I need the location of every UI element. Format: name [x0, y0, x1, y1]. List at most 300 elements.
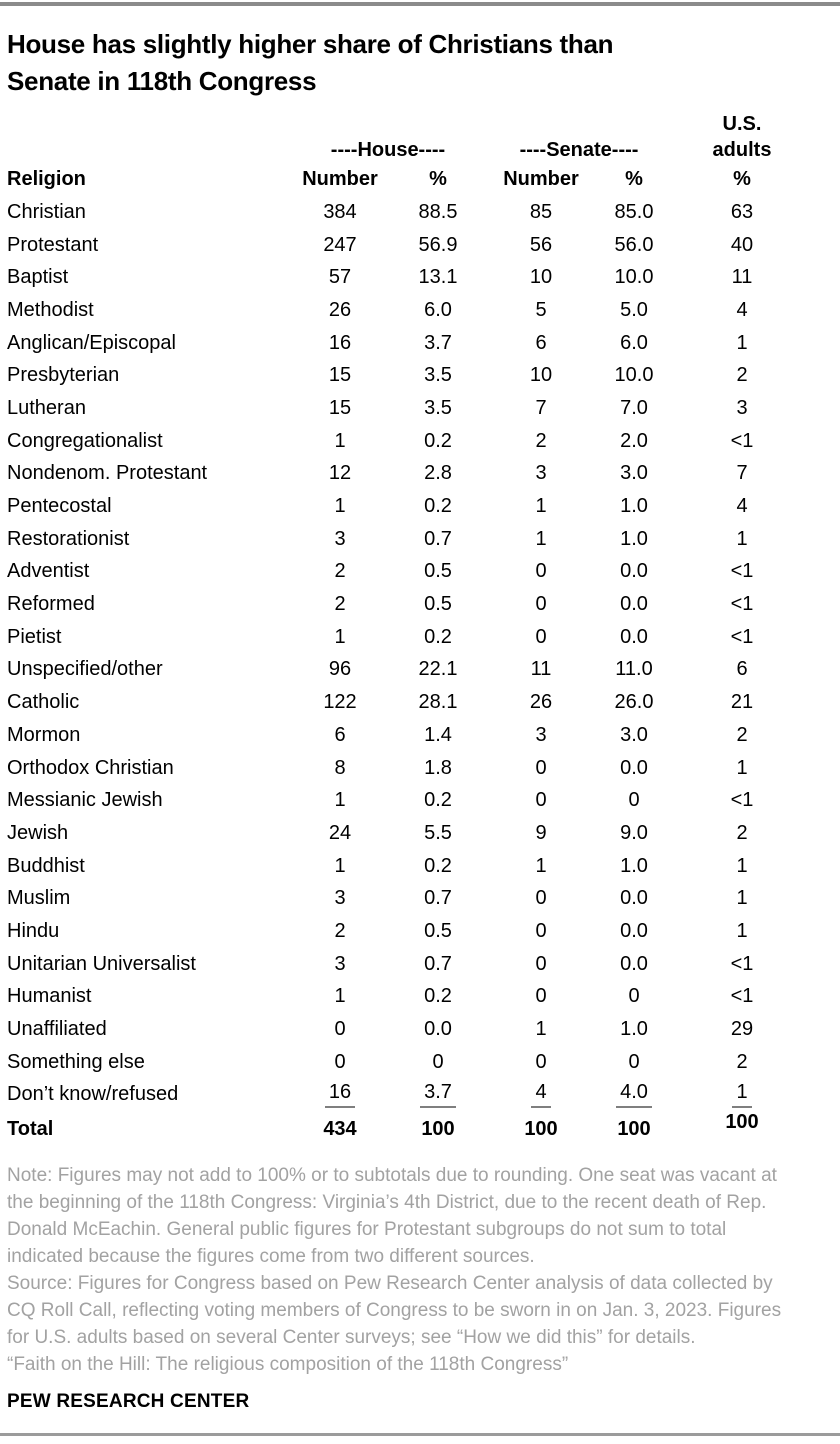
value-text: 100 [725, 1110, 759, 1133]
value-cell [486, 523, 596, 556]
value-text: 3 [334, 887, 346, 910]
value-cell [390, 261, 486, 294]
value-cell [672, 327, 812, 360]
value-text: 1 [535, 1018, 547, 1041]
table-row [7, 850, 812, 883]
bottom-rule [0, 1433, 840, 1436]
value-text: 0 [432, 1050, 444, 1073]
table-row [7, 1013, 812, 1046]
value-cell [390, 588, 486, 621]
value-cell [596, 686, 672, 719]
value-text: 1 [334, 789, 346, 812]
value-text: 0.0 [620, 952, 648, 975]
value-text: 2 [334, 593, 346, 616]
value-text: 57 [328, 266, 352, 289]
value-cell [672, 261, 812, 294]
value-text: 5.0 [620, 298, 648, 321]
value-cell [596, 654, 672, 687]
value-text: 7 [736, 462, 748, 485]
value-text: 15 [328, 396, 352, 419]
value-cell [672, 458, 812, 491]
table-row [7, 686, 812, 719]
religion-label: Don’t know/refused [7, 1083, 179, 1106]
value-text: 0 [535, 756, 547, 779]
religion-label: Methodist [7, 298, 94, 321]
table-row [7, 915, 812, 948]
table-row [7, 294, 812, 327]
value-cell [672, 1046, 812, 1079]
value-text: <1 [730, 789, 754, 812]
value-text: 1.0 [620, 854, 648, 877]
value-cell [486, 261, 596, 294]
value-text: 0.2 [424, 625, 452, 648]
value-text: 0 [628, 789, 640, 812]
value-text: 0 [535, 560, 547, 583]
value-cell [486, 784, 596, 817]
value-cell [672, 1013, 812, 1046]
value-cell [672, 850, 812, 883]
value-text: 1.8 [424, 756, 452, 779]
value-text: 0.0 [424, 1018, 452, 1041]
value-cell [672, 686, 812, 719]
value-text: <1 [730, 593, 754, 616]
value-cell [596, 490, 672, 523]
value-cell [486, 915, 596, 948]
value-cell [390, 1046, 486, 1079]
value-cell [486, 229, 596, 262]
value-text: 0.5 [424, 593, 452, 616]
value-text: 122 [323, 691, 357, 714]
value-cell [290, 458, 390, 491]
value-cell [390, 1079, 486, 1112]
value-text: 3 [736, 396, 748, 419]
table-row [7, 882, 812, 915]
value-cell [672, 359, 812, 392]
value-text: 1 [535, 495, 547, 518]
value-text: 8 [334, 756, 346, 779]
table-row [7, 327, 812, 360]
religion-column-header: Religion [7, 168, 86, 190]
value-cell [596, 1111, 672, 1147]
value-cell [672, 948, 812, 981]
value-cell [486, 850, 596, 883]
value-cell [486, 1046, 596, 1079]
value-text: 28.1 [418, 691, 458, 714]
value-text: 0.0 [620, 756, 648, 779]
value-cell [486, 196, 596, 229]
value-cell [290, 523, 390, 556]
group-header-row-1 [7, 110, 812, 136]
value-text: 1 [736, 919, 748, 942]
value-text: 56 [529, 233, 553, 256]
value-text: 0 [535, 919, 547, 942]
value-text: 0.5 [424, 560, 452, 583]
table-row [7, 719, 812, 752]
value-cell [596, 752, 672, 785]
value-text: 434 [323, 1117, 357, 1140]
value-cell [390, 392, 486, 425]
value-cell [596, 523, 672, 556]
table-body [7, 196, 812, 1147]
value-text: 2.8 [424, 462, 452, 485]
top-rule [0, 2, 840, 6]
value-cell [596, 359, 672, 392]
value-text: 21 [730, 691, 754, 714]
table-row [7, 752, 812, 785]
group-header-row-2 [7, 136, 812, 162]
table-row [7, 1046, 812, 1079]
value-text: 5.5 [424, 821, 452, 844]
value-cell [596, 817, 672, 850]
table-row [7, 490, 812, 523]
value-text: 1.0 [620, 495, 648, 518]
value-text: <1 [730, 625, 754, 648]
value-text: 0.7 [424, 952, 452, 975]
value-cell [486, 425, 596, 458]
table-row [7, 523, 812, 556]
us-adults-header-line1: U.S. [722, 113, 762, 135]
table-row [7, 196, 812, 229]
religion-label: Lutheran [7, 396, 86, 419]
value-cell [290, 1111, 390, 1147]
value-text: 0.5 [424, 919, 452, 942]
value-text: 2 [736, 821, 748, 844]
value-text: 0 [535, 1050, 547, 1073]
value-cell [390, 850, 486, 883]
value-text: 6 [334, 723, 346, 746]
value-text: 2 [535, 429, 547, 452]
value-cell [672, 817, 812, 850]
note-line: for U.S. adults based on several Center surveys; see “How we did this” for details. [7, 1327, 696, 1349]
value-text: 3 [334, 952, 346, 975]
value-text: 1 [334, 985, 346, 1008]
value-cell [596, 556, 672, 589]
value-cell [672, 229, 812, 262]
value-cell [486, 1013, 596, 1046]
value-text: 6 [736, 658, 748, 681]
religion-label: Restorationist [7, 527, 130, 550]
table-row [7, 392, 812, 425]
house-percent-header: % [429, 168, 447, 190]
value-cell [390, 784, 486, 817]
value-text: 0 [334, 1018, 346, 1041]
value-cell [672, 294, 812, 327]
table-row [7, 556, 812, 589]
value-cell [290, 621, 390, 654]
value-cell [596, 784, 672, 817]
value-cell [390, 458, 486, 491]
table-row [7, 261, 812, 294]
value-cell [486, 1111, 596, 1147]
value-text: 0.0 [620, 887, 648, 910]
value-text: 4 [736, 298, 748, 321]
value-cell [486, 294, 596, 327]
value-text: 10 [529, 364, 553, 387]
value-cell [486, 327, 596, 360]
value-cell [486, 882, 596, 915]
value-text: 1 [736, 854, 748, 877]
table-header [7, 110, 812, 196]
value-cell [390, 1013, 486, 1046]
value-cell [486, 556, 596, 589]
value-text: 0.0 [620, 593, 648, 616]
value-cell [486, 588, 596, 621]
note-line: Note: Figures may not add to 100% or to subtotals due to rounding. One seat was vacant at [7, 1165, 777, 1187]
value-cell [672, 719, 812, 752]
value-cell [290, 686, 390, 719]
note-line: indicated because the figures come from two different sources. [7, 1246, 535, 1268]
notes [7, 1162, 833, 1378]
value-text: 3 [535, 723, 547, 746]
value-text: 3 [334, 527, 346, 550]
value-text: 2 [334, 560, 346, 583]
value-text: 0 [535, 625, 547, 648]
value-text: 100 [617, 1117, 651, 1140]
table-row [7, 948, 812, 981]
value-cell [596, 915, 672, 948]
chart-title-line: Senate in 118th Congress [7, 66, 317, 96]
value-cell [672, 490, 812, 523]
senate-number-header: Number [503, 168, 579, 190]
value-text: 1 [732, 1081, 751, 1108]
value-text: 2 [334, 919, 346, 942]
value-cell [486, 752, 596, 785]
value-cell [486, 686, 596, 719]
note-line: Donald McEachin. General public figures for Protestant subgroups do not sum to total [7, 1219, 727, 1241]
table-row [7, 817, 812, 850]
religion-label: Protestant [7, 233, 99, 256]
value-cell [290, 784, 390, 817]
value-cell [596, 1079, 672, 1112]
value-cell [290, 817, 390, 850]
value-text: 15 [328, 364, 352, 387]
value-cell [390, 523, 486, 556]
value-cell [390, 425, 486, 458]
value-text: 5 [535, 298, 547, 321]
value-text: 0.2 [424, 854, 452, 877]
religion-label: Humanist [7, 985, 92, 1008]
value-cell [672, 196, 812, 229]
value-text: 100 [421, 1117, 455, 1140]
value-cell [390, 490, 486, 523]
religion-label: Muslim [7, 887, 71, 910]
value-cell [672, 425, 812, 458]
us-adults-percent-header: % [733, 168, 751, 190]
religion-label: Jewish [7, 821, 69, 844]
value-text: 0 [535, 985, 547, 1008]
table-row [7, 621, 812, 654]
value-cell [390, 882, 486, 915]
value-text: 3.5 [424, 396, 452, 419]
value-cell [486, 654, 596, 687]
table-row [7, 654, 812, 687]
value-cell [672, 654, 812, 687]
value-cell [596, 229, 672, 262]
religion-label: Adventist [7, 560, 90, 583]
value-text: <1 [730, 429, 754, 452]
religion-label: Orthodox Christian [7, 756, 174, 779]
value-text: <1 [730, 985, 754, 1008]
table-row [7, 458, 812, 491]
senate-group-header: ----Senate---- [519, 139, 639, 161]
value-cell [290, 719, 390, 752]
value-text: 11 [530, 658, 552, 681]
value-cell [290, 1013, 390, 1046]
value-text: 96 [328, 658, 352, 681]
value-text: 13.1 [418, 266, 458, 289]
value-cell [596, 458, 672, 491]
us-adults-header-line2: adults [712, 139, 772, 161]
value-text: 11 [731, 266, 753, 289]
value-cell [596, 882, 672, 915]
value-text: 56.9 [418, 233, 458, 256]
value-text: 0 [535, 789, 547, 812]
value-cell [596, 327, 672, 360]
value-cell [390, 948, 486, 981]
value-text: 1 [334, 429, 346, 452]
house-group-header: ----House---- [330, 139, 446, 161]
value-cell [596, 425, 672, 458]
value-cell [596, 294, 672, 327]
value-text: 85 [529, 200, 553, 223]
value-cell [290, 294, 390, 327]
value-text: 3.0 [620, 723, 648, 746]
value-cell [290, 490, 390, 523]
value-cell [486, 490, 596, 523]
value-text: 26.0 [614, 691, 654, 714]
value-cell [486, 1079, 596, 1112]
table-row [7, 359, 812, 392]
religion-label: Pentecostal [7, 495, 112, 518]
religion-label: Unspecified/other [7, 658, 163, 681]
value-cell [290, 261, 390, 294]
value-text: 6 [535, 331, 547, 354]
note-line: the beginning of the 118th Congress: Virginia’s 4th District, due to the recent death of Rep. [7, 1192, 767, 1214]
value-text: 6.0 [620, 331, 648, 354]
value-cell [486, 948, 596, 981]
value-cell [290, 588, 390, 621]
value-cell [290, 850, 390, 883]
value-cell [290, 752, 390, 785]
religion-label: Catholic [7, 691, 80, 714]
value-text: 3.7 [420, 1081, 456, 1108]
value-cell [390, 686, 486, 719]
religion-label: Unaffiliated [7, 1018, 107, 1041]
value-cell [672, 392, 812, 425]
value-cell [596, 981, 672, 1014]
value-text: 1 [736, 887, 748, 910]
note-line: “Faith on the Hill: The religious composition of the 118th Congress” [7, 1354, 569, 1376]
value-text: 24 [328, 821, 352, 844]
value-text: 0.7 [424, 527, 452, 550]
senate-percent-header: % [625, 168, 643, 190]
value-text: 40 [730, 233, 754, 256]
value-cell [290, 556, 390, 589]
value-text: 1 [535, 527, 547, 550]
value-text: 1 [736, 527, 748, 550]
value-text: 0 [535, 593, 547, 616]
value-cell [672, 915, 812, 948]
religion-label: Christian [7, 200, 86, 223]
value-text: 7 [535, 396, 547, 419]
value-text: 1 [736, 331, 748, 354]
value-text: 0.2 [424, 495, 452, 518]
religion-label: Something else [7, 1050, 145, 1073]
value-cell [596, 261, 672, 294]
value-text: 384 [323, 200, 357, 223]
value-cell [290, 1079, 390, 1112]
note-line: CQ Roll Call, reflecting voting members of Congress to be sworn in on Jan. 3, 2023. Figures [7, 1300, 782, 1322]
value-text: 1.0 [620, 1018, 648, 1041]
religion-label: Reformed [7, 593, 95, 616]
value-text: 100 [524, 1117, 558, 1140]
religion-label: Baptist [7, 266, 69, 289]
note-line: Source: Figures for Congress based on Pew Research Center analysis of data collected by [7, 1273, 773, 1295]
value-text: 1 [334, 495, 346, 518]
religion-label: Hindu [7, 919, 60, 942]
value-cell [486, 817, 596, 850]
value-cell [390, 556, 486, 589]
value-text: 22.1 [418, 658, 458, 681]
value-text: <1 [730, 560, 754, 583]
value-cell [290, 981, 390, 1014]
value-text: 1.4 [424, 723, 452, 746]
value-text: 0 [334, 1050, 346, 1073]
value-text: 1 [535, 854, 547, 877]
value-text: 29 [730, 1018, 754, 1041]
value-cell [672, 523, 812, 556]
value-text: 3.5 [424, 364, 452, 387]
table-row [7, 425, 812, 458]
value-cell [390, 327, 486, 360]
value-cell [672, 784, 812, 817]
value-cell [596, 1046, 672, 1079]
value-cell [390, 719, 486, 752]
value-text: 2 [736, 364, 748, 387]
value-text: 6.0 [424, 298, 452, 321]
value-cell [390, 359, 486, 392]
value-cell [290, 948, 390, 981]
value-text: 0 [628, 985, 640, 1008]
value-text: 26 [529, 691, 553, 714]
value-text: 2.0 [620, 429, 648, 452]
value-text: 10.0 [614, 266, 654, 289]
value-text: 63 [730, 200, 754, 223]
value-cell [390, 915, 486, 948]
value-text: 26 [328, 298, 352, 321]
value-text: 0 [628, 1050, 640, 1073]
table-row [7, 229, 812, 262]
value-cell [596, 1013, 672, 1046]
value-text: 85.0 [614, 200, 654, 223]
value-cell [390, 981, 486, 1014]
value-cell [290, 915, 390, 948]
value-text: 12 [328, 462, 352, 485]
value-cell [486, 392, 596, 425]
religion-label: Messianic Jewish [7, 789, 163, 812]
value-cell [596, 588, 672, 621]
value-text: 9.0 [620, 821, 648, 844]
table-row [7, 588, 812, 621]
value-text: 1 [334, 854, 346, 877]
value-cell [486, 621, 596, 654]
value-text: 0.2 [424, 985, 452, 1008]
value-text: 4 [531, 1081, 550, 1108]
religion-label: Buddhist [7, 854, 85, 877]
house-number-header: Number [302, 168, 378, 190]
religion-table [7, 110, 812, 1147]
value-cell [672, 981, 812, 1014]
